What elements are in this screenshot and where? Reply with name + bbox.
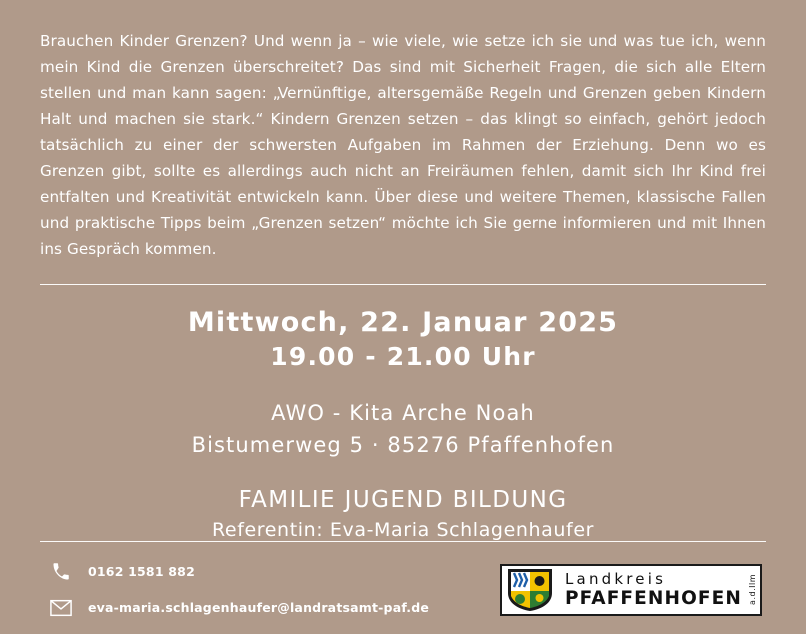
event-venue: AWO - Kita Arche Noah bbox=[271, 400, 535, 425]
intro-block bbox=[40, 0, 766, 280]
email-address: eva-maria.schlagenhaufer@landratsamt-paf.de bbox=[88, 600, 430, 616]
event-details bbox=[40, 285, 766, 541]
landkreis-logo bbox=[500, 564, 762, 616]
footer bbox=[40, 542, 766, 634]
event-organizer: FAMILIE JUGEND BILDUNG bbox=[238, 486, 568, 513]
logo-side-text-wrap bbox=[743, 566, 760, 614]
contact-phone-row bbox=[48, 560, 429, 584]
bottom-divider bbox=[40, 541, 766, 542]
intro-paragraph: Brauchen Kinder Grenzen? Und wenn ja – wie viele, wie setze ich sie und was tue ich, wenn mein Kind die Grenzen überschreitet? Das sind mit Sicherheit Fragen, die sich alle Eltern stellen und man kann sagen: „Vernünftige, altersgemäße Regeln und Grenzen geben Kindern Halt und machen sie stark.“ Kindern Grenzen setzen – das klingt so einfach, gehört jedoch tatsächlich zu einer der schwersten Aufgaben im Rahmen der Erziehung. Denn wo es Grenzen gibt, sollte es allerdings auch nicht an Freiräumen fehlen, damit sich Ihr Kind frei entfalten und Kreativität entwickeln kann. Über diese und weitere Themen, klassische Fallen und praktische Tipps beim „Grenzen setzen“ möchte ich Sie gerne informieren und mit Ihnen ins Gespräch kommen. bbox=[40, 32, 766, 258]
phone-icon bbox=[48, 560, 74, 584]
phone-number: 0162 1581 882 bbox=[88, 564, 195, 580]
logo-line-pfaffenhofen: PFAFFENHOFEN bbox=[565, 587, 742, 609]
event-time: 19.00 - 21.00 Uhr bbox=[270, 341, 536, 371]
logo-side-text: a.d.Ilm bbox=[747, 574, 757, 606]
logo-text bbox=[559, 566, 743, 614]
logo-line-landkreis: Landkreis bbox=[565, 569, 667, 588]
contact-block bbox=[40, 560, 429, 620]
top-divider bbox=[40, 284, 766, 285]
event-speaker: Referentin: Eva-Maria Schlagenhaufer bbox=[211, 518, 595, 541]
event-address: Bistumerweg 5 · 85276 Pfaffenhofen bbox=[191, 432, 615, 457]
coat-of-arms-icon bbox=[502, 566, 559, 614]
event-date: Mittwoch, 22. Januar 2025 bbox=[187, 306, 619, 338]
contact-email-row bbox=[48, 596, 429, 620]
envelope-icon bbox=[48, 596, 74, 620]
